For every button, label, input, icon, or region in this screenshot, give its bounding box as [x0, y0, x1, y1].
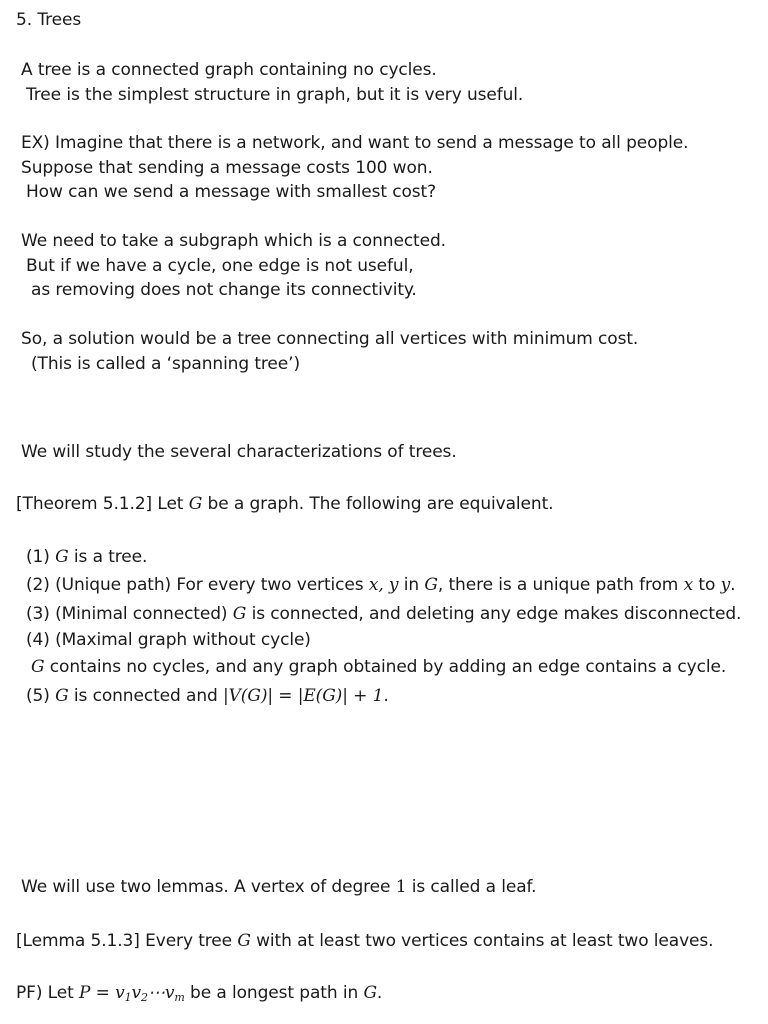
section-heading: 5. Trees [16, 10, 82, 30]
item-text: is a tree. [73, 547, 148, 567]
theorem-item-5 [26, 685, 389, 707]
item-prefix: (2) (Unique path) For every two vertices [26, 575, 364, 595]
theorem-label: [Theorem 5.1.2] Let [16, 494, 184, 514]
theorem-item-4: (4) (Maximal graph without cycle) [26, 630, 311, 650]
math-var-g: G [55, 547, 69, 567]
proof-text: be a longest path in [190, 983, 359, 1003]
subgraph-line-1: We need to take a subgraph which is a connected. [21, 231, 446, 251]
math-var-g: G [55, 686, 69, 706]
proof-start [16, 982, 382, 1004]
lemmas-intro [21, 876, 536, 898]
math-var-g: G [232, 604, 247, 624]
item-prefix: (1) [26, 547, 50, 567]
math-var-g: G [237, 931, 251, 951]
subgraph-line-2: But if we have a cycle, one edge is not useful, [26, 256, 414, 276]
theorem-rest: be a graph. The following are equivalent. [207, 494, 554, 514]
item-prefix: (3) (Minimal connected) [26, 604, 228, 624]
item-text: is connected, and deleting any edge makes disconnected. [251, 604, 742, 624]
math-path: $P = v_1v_2\cdots v_m$ [78, 983, 185, 1004]
theorem-statement [16, 493, 553, 515]
math-var-g: G [424, 575, 438, 595]
characterizations-intro: We will study the several characterizations of trees. [21, 442, 457, 462]
proof-end: . [376, 983, 383, 1003]
theorem-item-2 [26, 574, 735, 596]
example-line-1: EX) Imagine that there is a network, and want to send a message to all people. [21, 133, 689, 153]
solution-line-2: (This is called a ‘spanning tree’) [31, 354, 300, 374]
math-formula: |V(G)| = |E(G)| + 1 [223, 686, 384, 706]
item-end: . [730, 575, 736, 595]
item-end: . [383, 686, 389, 706]
solution-line-1: So, a solution would be a tree connecting all vertices with minimum cost. [21, 329, 639, 349]
math-vars-xy: x, y [368, 575, 399, 595]
subgraph-line-3: as removing does not change its connectivity. [31, 280, 417, 300]
proof-prefix: PF) Let [16, 983, 74, 1003]
item-to: to [698, 575, 716, 595]
math-var-g: G [363, 983, 377, 1003]
math-var-x: x [683, 575, 694, 595]
lemma-text: with at least two vertices contains at least two leaves. [256, 931, 714, 951]
item-text: is connected and [73, 686, 218, 706]
lemmas-text: We will use two lemmas. A vertex of degree [21, 877, 391, 897]
theorem-item-4-detail [31, 656, 726, 678]
lemmas-end: is called a leaf. [411, 877, 537, 897]
math-num-1: 1 [395, 877, 407, 897]
tree-usefulness: Tree is the simplest structure in graph, but it is very useful. [26, 85, 524, 105]
item-mid: , there is a unique path from [437, 575, 679, 595]
tree-definition: A tree is a connected graph containing no cycles. [21, 60, 437, 80]
lemma-statement [16, 930, 713, 952]
math-var-g: G [31, 657, 45, 677]
item-prefix: (5) [26, 686, 50, 706]
theorem-item-1 [26, 546, 147, 568]
lemma-label: [Lemma 5.1.3] Every tree [16, 931, 233, 951]
example-line-3: How can we send a message with smallest cost? [26, 182, 437, 202]
math-var-g: G [188, 494, 203, 514]
item-text: contains no cycles, and any graph obtained by adding an edge contains a cycle. [49, 657, 727, 677]
example-line-2: Suppose that sending a message costs 100 won. [21, 158, 433, 178]
math-var-y: y [720, 575, 731, 595]
item-in: in [403, 575, 420, 595]
theorem-item-3 [26, 603, 741, 625]
